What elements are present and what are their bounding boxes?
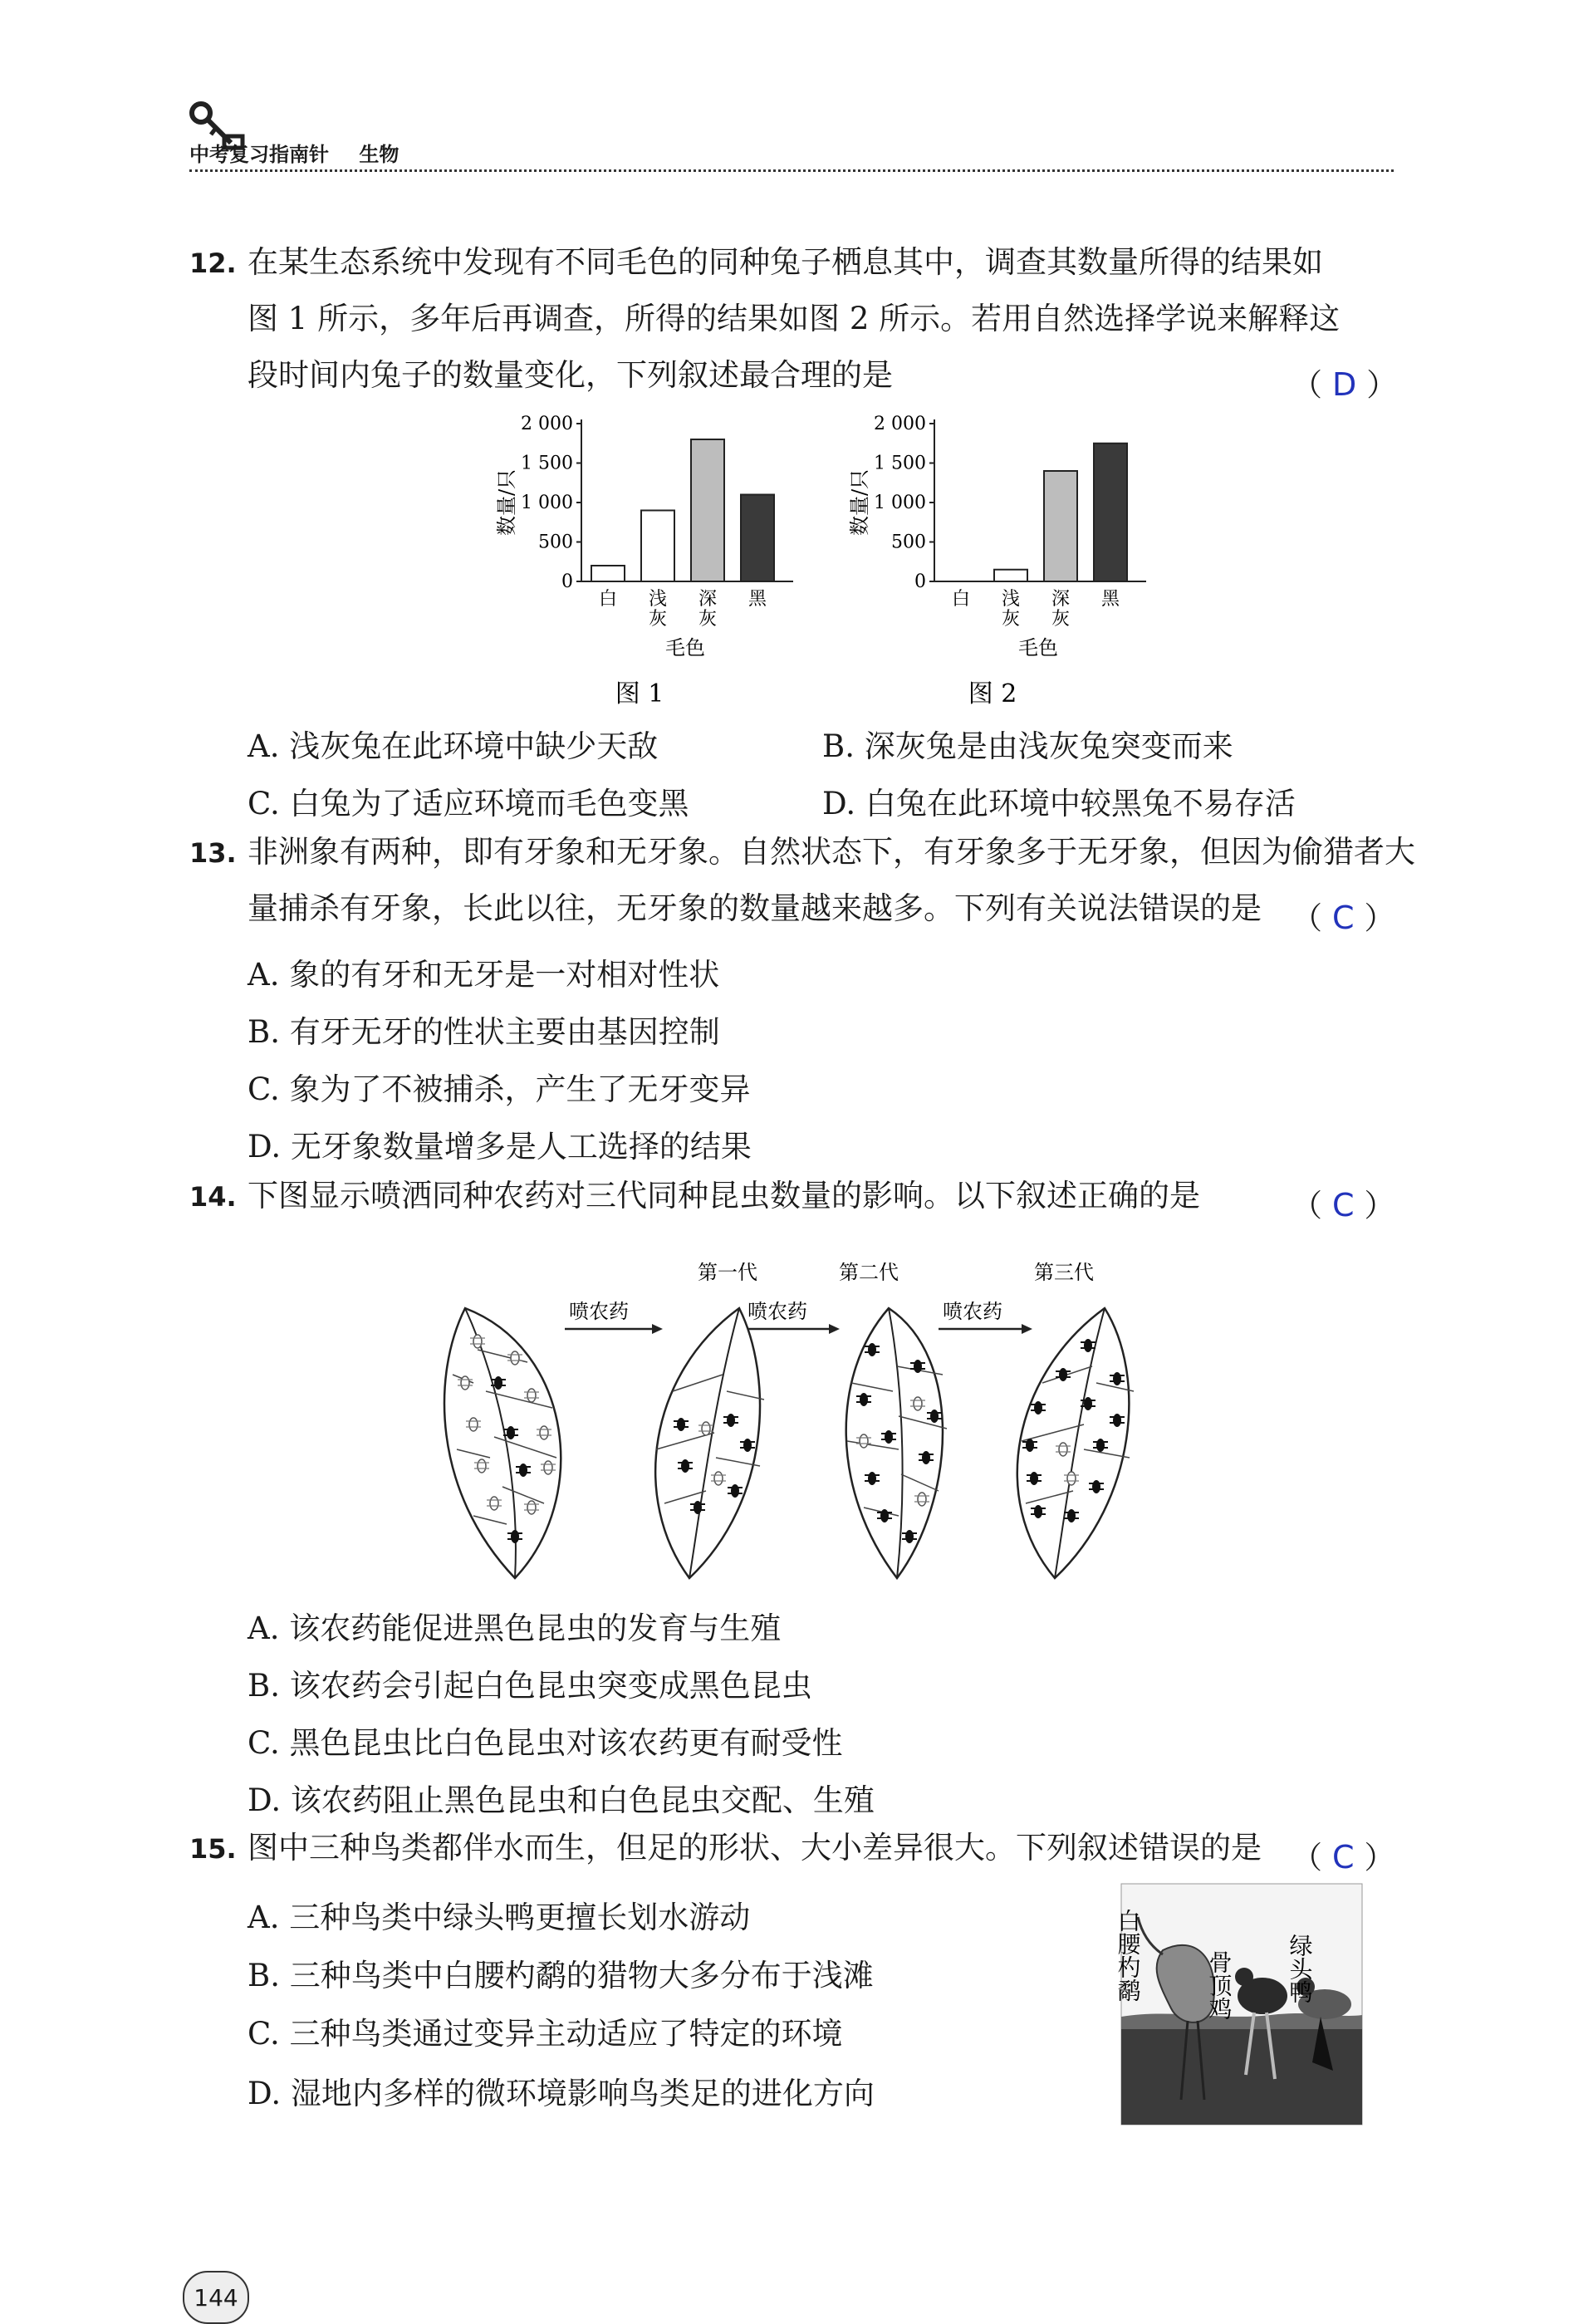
chart-figure-2 bbox=[843, 411, 1159, 714]
y-tick-label: 2 000 bbox=[874, 414, 926, 434]
y-tick-label: 1 000 bbox=[874, 493, 926, 513]
q14-option-a: A. 该农药能促进黑色昆虫的发育与生殖 bbox=[248, 1611, 782, 1646]
q13-answer-bracket: （ C ） bbox=[1292, 900, 1395, 936]
wetland-birds-image bbox=[1114, 1884, 1362, 2125]
q12-number: 12. bbox=[189, 248, 237, 279]
q15-answer: C bbox=[1332, 1839, 1355, 1875]
bar-2 bbox=[994, 570, 1027, 581]
x-tick-label: 灰 bbox=[1001, 609, 1021, 630]
chart-figure-1 bbox=[490, 411, 806, 714]
q15-option-c: C. 三种鸟类通过变异主动适应了特定的环境 bbox=[248, 2016, 843, 2052]
q12-option-a: A. 浅灰兔在此环境中缺少天敌 bbox=[248, 728, 659, 764]
y-tick-label: 1 500 bbox=[874, 453, 926, 474]
bird3-label: 绿头鸭 bbox=[1286, 1934, 1314, 2003]
x-tick-label: 白 bbox=[951, 589, 971, 610]
q15-number: 15. bbox=[189, 1833, 237, 1865]
spray-label-1: 喷农药 bbox=[569, 1300, 629, 1323]
page-number bbox=[183, 2271, 249, 2324]
q12-stem-line2: 图 1 所示，多年后再调查，所得的结果如图 2 所示。若用自然选择学说来解释这 bbox=[248, 301, 1341, 336]
book-title: 中考复习指南针 bbox=[189, 143, 329, 166]
x-tick-label: 黑 bbox=[747, 589, 767, 610]
x-tick-label: 灰 bbox=[648, 609, 668, 630]
q15-stem-line1: 图中三种鸟类都伴水而生，但足的形状、大小差异很大。下列叙述错误的是 bbox=[248, 1830, 1262, 1866]
bird1-label: 白腰杓鹬 bbox=[1114, 1909, 1142, 2002]
q12-option-b: B. 深灰兔是由浅灰兔突变而来 bbox=[822, 728, 1233, 764]
chart-title: 图 2 bbox=[968, 679, 1017, 708]
leaf-gen3 bbox=[1017, 1308, 1134, 1578]
q15-option-b: B. 三种鸟类中白腰杓鹬的猎物大多分布于浅滩 bbox=[248, 1958, 874, 1993]
bar-2 bbox=[641, 511, 674, 582]
y-tick-label: 2 000 bbox=[521, 414, 573, 434]
arrow-1 bbox=[565, 1324, 663, 1334]
q12-answer-bracket: （ D ） bbox=[1292, 366, 1398, 403]
y-tick-label: 1 000 bbox=[521, 493, 573, 513]
q13-answer: C bbox=[1332, 900, 1355, 936]
gen3-label: 第三代 bbox=[1034, 1261, 1094, 1284]
y-tick-label: 0 bbox=[914, 571, 926, 592]
pesticide-leaf-figure bbox=[448, 1250, 1130, 1582]
arrow-2 bbox=[743, 1324, 840, 1334]
spray-label-3: 喷农药 bbox=[943, 1300, 1002, 1323]
q13-option-a: A. 象的有牙和无牙是一对相对性状 bbox=[248, 957, 720, 993]
bar-4 bbox=[1094, 444, 1127, 581]
x-tick-label: 黑 bbox=[1100, 589, 1120, 610]
x-axis-label: 毛色 bbox=[665, 636, 705, 659]
q12-answer: D bbox=[1332, 366, 1357, 403]
y-tick-label: 500 bbox=[538, 532, 573, 553]
q13-stem-line2: 量捕杀有牙象，长此以往，无牙象的数量越来越多。下列有关说法错误的是 bbox=[248, 890, 1262, 926]
page-header bbox=[189, 138, 422, 167]
gen2-label: 第二代 bbox=[839, 1261, 899, 1284]
y-tick-label: 0 bbox=[561, 571, 573, 592]
page-number-text: 144 bbox=[194, 2283, 238, 2312]
q14-option-b: B. 该农药会引起白色昆虫突变成黑色昆虫 bbox=[248, 1668, 812, 1704]
x-tick-label: 深 bbox=[1051, 589, 1071, 610]
leaf-original bbox=[444, 1308, 561, 1578]
q12-stem-line1: 在某生态系统中发现有不同毛色的同种兔子栖息其中，调查其数量所得的结果如 bbox=[248, 244, 1323, 280]
y-tick-label: 1 500 bbox=[521, 453, 573, 474]
bar-3 bbox=[691, 439, 724, 581]
q13-option-c: C. 象为了不被捕杀，产生了无牙变异 bbox=[248, 1071, 751, 1107]
leaf-gen1 bbox=[655, 1308, 764, 1578]
q15-option-a: A. 三种鸟类中绿头鸭更擅长划水游动 bbox=[248, 1900, 751, 1935]
chart-title: 图 1 bbox=[615, 679, 664, 708]
x-tick-label: 灰 bbox=[698, 609, 718, 630]
y-axis-label: 数量/只 bbox=[495, 468, 518, 537]
q14-number: 14. bbox=[189, 1181, 237, 1213]
q15-answer-bracket: （ C ） bbox=[1292, 1839, 1395, 1875]
x-tick-label: 浅 bbox=[1001, 589, 1021, 610]
leaf-gen2 bbox=[846, 1308, 947, 1578]
q13-option-d: D. 无牙象数量增多是人工选择的结果 bbox=[248, 1129, 752, 1164]
x-tick-label: 灰 bbox=[1051, 609, 1071, 630]
q14-option-c: C. 黑色昆虫比白色昆虫对该农药更有耐受性 bbox=[248, 1725, 843, 1761]
q13-number: 13. bbox=[189, 837, 237, 869]
subject-title: 生物 bbox=[359, 143, 399, 166]
q14-option-d: D. 该农药阻止黑色昆虫和白色昆虫交配、生殖 bbox=[248, 1782, 875, 1818]
x-tick-label: 浅 bbox=[648, 589, 668, 610]
bird2-label: 骨顶鸡 bbox=[1205, 1950, 1233, 2020]
arrow-3 bbox=[939, 1324, 1032, 1334]
spray-label-2: 喷农药 bbox=[747, 1300, 807, 1323]
x-tick-label: 深 bbox=[698, 589, 718, 610]
gen1-label: 第一代 bbox=[698, 1261, 757, 1284]
x-axis-label: 毛色 bbox=[1018, 636, 1058, 659]
x-tick-label: 白 bbox=[598, 589, 618, 610]
q13-option-b: B. 有牙无牙的性状主要由基因控制 bbox=[248, 1014, 720, 1050]
q12-option-d: D. 白兔在此环境中较黑兔不易存活 bbox=[822, 786, 1296, 821]
q12-stem-line3: 段时间内兔子的数量变化，下列叙述最合理的是 bbox=[248, 357, 893, 393]
bar-3 bbox=[1044, 471, 1077, 581]
bar-1 bbox=[591, 566, 625, 581]
y-tick-label: 500 bbox=[891, 532, 926, 553]
q14-answer-bracket: （ C ） bbox=[1292, 1187, 1395, 1223]
header-divider bbox=[189, 169, 1394, 172]
q13-stem-line1: 非洲象有两种，即有牙象和无牙象。自然状态下，有牙象多于无牙象，但因为偷猎者大 bbox=[248, 834, 1415, 870]
q15-option-d: D. 湿地内多样的微环境影响鸟类足的进化方向 bbox=[248, 2076, 875, 2111]
q12-option-c: C. 白兔为了适应环境而毛色变黑 bbox=[248, 786, 689, 821]
q14-answer: C bbox=[1332, 1187, 1355, 1223]
q14-stem-line1: 下图显示喷洒同种农药对三代同种昆虫数量的影响。以下叙述正确的是 bbox=[248, 1178, 1200, 1213]
bar-4 bbox=[741, 495, 774, 582]
y-axis-label: 数量/只 bbox=[848, 468, 871, 537]
